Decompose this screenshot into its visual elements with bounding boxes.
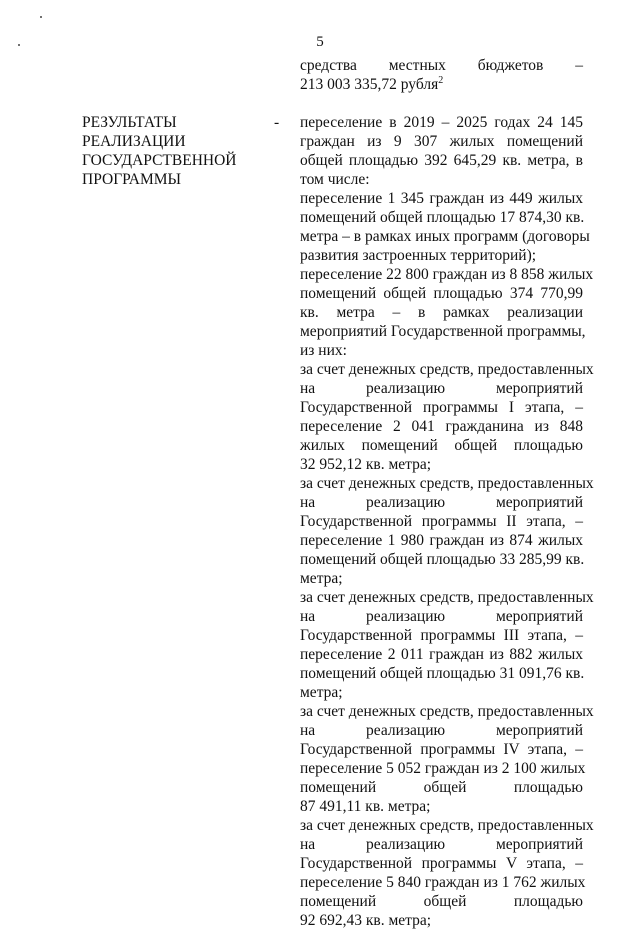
page-number: 5 <box>316 34 324 50</box>
results-paragraph <box>300 816 594 930</box>
text-line: за счет денежных средств, предоставленных <box>300 475 594 492</box>
text-line: на реализацию мероприятий <box>300 836 583 853</box>
text-line: кв. метра – в рамках реализации <box>300 304 583 321</box>
text-line: переселение 22 800 граждан из 8 858 жилых <box>300 266 594 283</box>
budget-amount: 213 003 335,72 рубля <box>300 76 439 93</box>
separator-dash: - <box>274 114 280 131</box>
text-line: помещений общей площадью 31 091,76 кв. <box>300 665 585 682</box>
heading-line: РЕАЛИЗАЦИИ <box>82 133 186 150</box>
text-line: Государственной программы II этапа, – <box>300 513 583 530</box>
section-heading <box>82 113 262 189</box>
text-line: из них: <box>300 342 347 359</box>
budget-continuation <box>300 56 583 94</box>
text-line: переселение 2 041 гражданина из 848 <box>300 418 583 435</box>
results-paragraph <box>300 702 594 816</box>
scan-speck <box>40 16 42 18</box>
text-line: за счет денежных средств, предоставленных <box>300 589 594 606</box>
text-line: за счет денежных средств, предоставленных <box>300 361 594 378</box>
text-line: Государственной программы IV этапа, – <box>300 741 583 758</box>
text-line: переселение 1 980 граждан из 874 жилых <box>300 532 583 549</box>
text-line: помещений общей площадью 17 874,30 кв. <box>300 209 585 226</box>
text-line: мероприятий Государственной программы, <box>300 323 586 340</box>
text-line: помещений общей площадью <box>300 893 583 910</box>
text-line: средства местных бюджетов – <box>300 57 583 74</box>
footnote-mark: 2 <box>438 74 444 86</box>
text-line: переселение 5 840 граждан из 1 762 жилых <box>300 874 586 891</box>
heading-line: ГОСУДАРСТВЕННОЙ <box>82 152 237 169</box>
text-line: метра; <box>300 570 343 587</box>
text-line: жилых помещений общей площадью <box>300 437 583 454</box>
text-line: развития застроенных территорий); <box>300 247 537 264</box>
results-paragraph <box>300 189 590 265</box>
text-line: переселение 2 011 граждан из 882 жилых <box>300 646 583 663</box>
text-line: 32 952,12 кв. метра; <box>300 456 432 473</box>
text-line: на реализацию мероприятий <box>300 380 583 397</box>
text-line: метра; <box>300 684 343 701</box>
text-line: метра – в рамках иных программ (договоры <box>300 228 590 245</box>
text-line: на реализацию мероприятий <box>300 494 583 511</box>
text-line: граждан из 9 307 жилых помещений <box>300 133 583 150</box>
text-line: 87 491,11 кв. метра; <box>300 798 431 815</box>
text-line: Государственной программы I этапа, – <box>300 399 583 416</box>
text-line: помещений общей площадью 374 770,99 <box>300 285 583 302</box>
text-line: том числе: <box>300 171 370 188</box>
text-line: 92 692,43 кв. метра; <box>300 912 432 929</box>
text-line: за счет денежных средств, предоставленных <box>300 703 594 720</box>
results-paragraph <box>300 474 594 588</box>
text-line: Государственной программы V этапа, – <box>300 855 583 872</box>
text-line: помещений общей площадью <box>300 779 583 796</box>
heading-line: ПРОГРАММЫ <box>82 171 182 188</box>
text-line: помещений общей площадью 33 285,99 кв. <box>300 551 585 568</box>
text-line: за счет денежных средств, предоставленных <box>300 817 594 834</box>
results-paragraph <box>300 113 583 189</box>
text-line: переселение в 2019 – 2025 годах 24 145 <box>300 114 583 131</box>
results-paragraph <box>300 360 594 474</box>
text-line: на реализацию мероприятий <box>300 608 583 625</box>
heading-line: РЕЗУЛЬТАТЫ <box>82 114 177 131</box>
text-line <box>300 75 583 94</box>
text-line: общей площадью 392 645,29 кв. метра, в <box>300 152 583 169</box>
results-paragraph <box>300 265 594 360</box>
text-line: Государственной программы III этапа, – <box>300 627 583 644</box>
program-results <box>300 113 594 930</box>
results-paragraph <box>300 588 594 702</box>
text-line: переселение 1 345 граждан из 449 жилых <box>300 190 583 207</box>
text-line: переселение 5 052 граждан из 2 100 жилых <box>300 760 586 777</box>
text-line: на реализацию мероприятий <box>300 722 583 739</box>
